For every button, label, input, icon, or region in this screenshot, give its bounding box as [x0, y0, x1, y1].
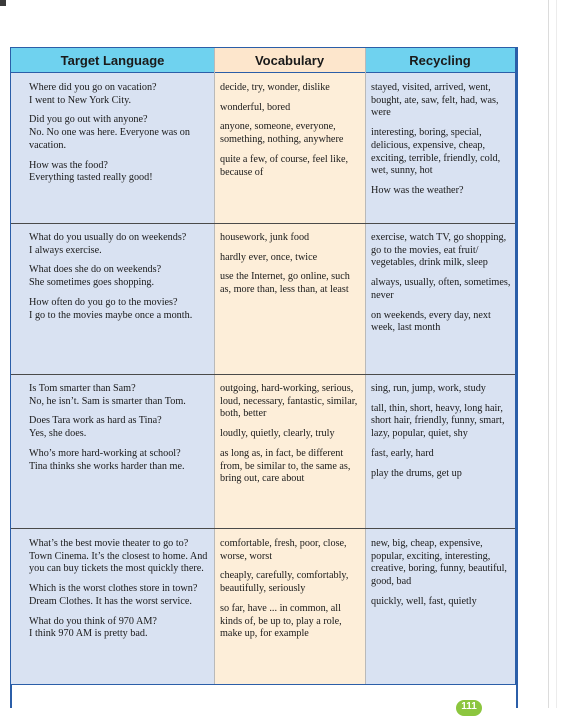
vocabulary-group: quite a few, of course, feel like, because of: [220, 153, 349, 178]
recycling-group: on weekends, every day, next week, last month: [371, 309, 491, 334]
table-right-border: [516, 47, 518, 708]
table-row-3-target: [29, 383, 209, 480]
vocabulary-group: so far, have ... in common, all kinds of, be up to, play a role, make up, for example: [220, 602, 342, 640]
table-row-4-vocabulary: [220, 538, 360, 648]
page-number-badge: 111: [456, 700, 482, 716]
vocabulary-group: outgoing, hard-working, serious, loud, necessary, fantastic, similar, both, better: [220, 383, 358, 420]
recycling-group: sing, run, jump, work, study: [371, 383, 486, 394]
dialogue-pair: How often do you go to the movies? I go to the movies maybe once a month.: [29, 296, 193, 321]
recycling-group: interesting, boring, special, delicious, expensive, cheap, exciting, terrible, friendly, cold, wet, sunny, hot: [371, 127, 501, 177]
recycling-group: How was the weather?: [371, 184, 464, 196]
vocabulary-group: housework, junk food: [220, 232, 310, 243]
dialogue-pair: Who’s more hard-working at school? Tina thinks she works harder than me.: [29, 447, 185, 472]
syllabus-table: [10, 47, 516, 685]
dialogue-pair: What do you usually do on weekends? I always exercise.: [29, 232, 187, 256]
row-divider: [11, 528, 515, 529]
page-edge-line-2: [556, 0, 557, 708]
recycling-group: tall, thin, short, heavy, long hair, short hair, friendly, funny, smart, lazy, popular, quiet, shy: [371, 402, 505, 440]
dialogue-pair: What does she do on weekends? She sometimes goes shopping.: [29, 264, 162, 289]
table-footer-space: [12, 685, 516, 708]
column-divider: [214, 48, 215, 684]
column-divider: [365, 48, 366, 684]
table-row-2-recycling: [371, 232, 513, 342]
table-row-3-recycling: [371, 383, 513, 487]
dialogue-pair: Did you go out with anyone? No. No one was here. Everyone was on vacation.: [29, 114, 190, 151]
table-row-4-target: [29, 538, 209, 648]
vocabulary-group: as long as, in fact, be different from, be similar to, the same as, bring out, care about: [220, 447, 351, 485]
row-divider: [11, 223, 515, 224]
table-header-row: [11, 48, 515, 73]
header-target-language: Target Language: [11, 48, 214, 72]
recycling-group: play the drums, get up: [371, 467, 462, 479]
dialogue-pair: What’s the best movie theater to go to? Town Cinema. It’s the closest to home. And you can buy tickets the most quickly there.: [29, 538, 208, 575]
vocabulary-group: comfortable, fresh, poor, close, worse, worst: [220, 538, 347, 562]
corner-mark: [0, 0, 6, 6]
header-vocabulary: Vocabulary: [214, 48, 365, 72]
vocabulary-group: loudly, quietly, clearly, truly: [220, 428, 335, 440]
recycling-group: exercise, watch TV, go shopping, go to the movies, eat fruit/ vegetables, drink milk, sleep: [371, 232, 507, 269]
vocabulary-group: hardly ever, once, twice: [220, 251, 318, 263]
vocabulary-group: decide, try, wonder, dislike: [220, 82, 330, 93]
vocabulary-group: wonderful, bored: [220, 101, 291, 113]
page-edge-line: [548, 0, 549, 708]
table-row-1-target: [29, 82, 209, 192]
recycling-group: fast, early, hard: [371, 447, 434, 459]
vocabulary-group: anyone, someone, everyone, something, nothing, anywhere: [220, 121, 344, 146]
recycling-group: always, usually, often, sometimes, never: [371, 277, 511, 301]
dialogue-pair: Does Tara work as hard as Tina? Yes, she does.: [29, 415, 162, 440]
dialogue-pair: Where did you go on vacation? I went to New York City.: [29, 82, 157, 106]
recycling-group: stayed, visited, arrived, went, bought, ate, saw, felt, had, was, were: [371, 82, 499, 119]
table-row-4-recycling: [371, 538, 513, 616]
table-row-1-recycling: [371, 82, 513, 205]
header-recycling: Recycling: [365, 48, 515, 72]
row-divider: [11, 374, 515, 375]
vocabulary-group: use the Internet, go online, such as, more than, less than, at least: [220, 271, 350, 296]
table-row-2-vocabulary: [220, 232, 360, 304]
table-row-3-vocabulary: [220, 383, 360, 493]
table-row-1-vocabulary: [220, 82, 360, 186]
recycling-group: quickly, well, fast, quietly: [371, 595, 477, 607]
recycling-group: new, big, cheap, expensive, popular, exciting, interesting, creative, boring, funny, beautiful, good, bad: [371, 538, 507, 588]
dialogue-pair: Is Tom smarter than Sam? No, he isn’t. Sam is smarter than Tom.: [29, 383, 186, 407]
dialogue-pair: Which is the worst clothes store in town? Dream Clothes. It has the worst service.: [29, 583, 198, 607]
vocabulary-group: cheaply, carefully, comfortably, beautifully, seriously: [220, 570, 349, 595]
dialogue-pair: How was the food? Everything tasted really good!: [29, 159, 153, 184]
table-row-2-target: [29, 232, 209, 329]
dialogue-pair: What do you think of 970 AM? I think 970 AM is pretty bad.: [29, 615, 157, 640]
